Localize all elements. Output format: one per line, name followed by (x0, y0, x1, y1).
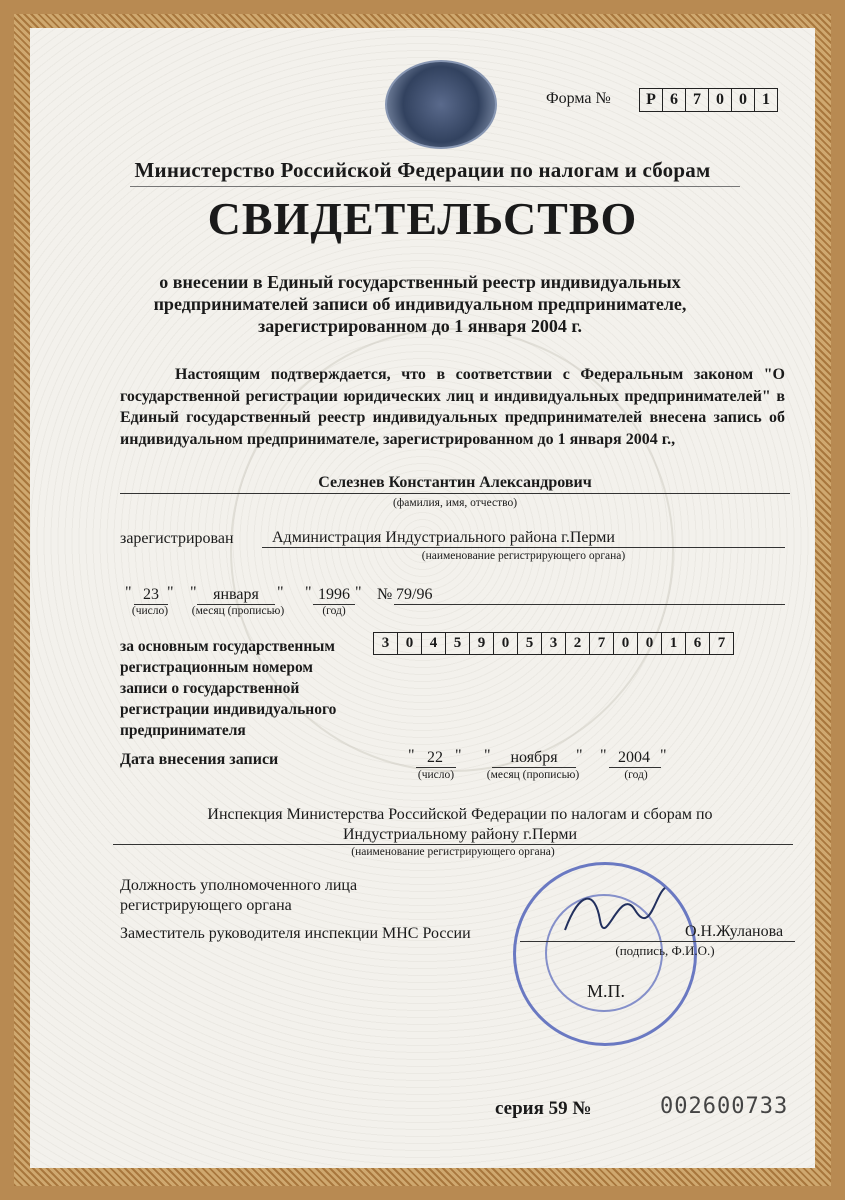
entry-day-caption: (число) (417, 769, 455, 781)
quote-mark: " (305, 584, 312, 601)
document-title: СВИДЕТЕЛЬСТВО (207, 193, 638, 244)
quote-mark: " (484, 747, 491, 764)
serial-label: серия 59 № (495, 1098, 592, 1119)
entry-month-caption: (месяц (прописью) (486, 769, 580, 781)
subtitle-line: зарегистрированном до 1 января 2004 г. (258, 316, 582, 336)
reg-number-label: № (377, 586, 393, 603)
ogrn-label-line: за основным государственным (120, 638, 335, 655)
entry-day: 22 (427, 749, 443, 766)
serial-number: 002600733 (660, 1094, 789, 1119)
document-subtitle (120, 271, 720, 337)
name-caption: (фамилия, имя, отчество) (392, 497, 518, 509)
form-label: Форма № (546, 90, 611, 107)
ogrn-digit: 5 (445, 632, 470, 655)
form-number-boxes (640, 88, 778, 112)
entry-month: ноября (510, 749, 558, 766)
seal-place-label: М.П. (587, 981, 626, 1001)
reg-number-underline (394, 604, 785, 605)
form-number-cell: 6 (662, 88, 686, 112)
inspection-line: Индустриальному району г.Перми (342, 826, 578, 843)
issuing-inspection (120, 805, 800, 845)
ogrn-label (120, 636, 370, 741)
subtitle-line: о внесении в Единый государственный реестр индивидуальных (159, 272, 681, 292)
reg-month: января (213, 586, 259, 603)
ogrn-label-line: регистрационным номером (120, 659, 313, 676)
quote-mark: " (277, 584, 284, 601)
quote-mark: " (455, 747, 462, 764)
authority-caption: (наименование регистрирующего органа) (421, 550, 626, 562)
ogrn-digit: 9 (469, 632, 494, 655)
ogrn-label-line: предпринимателя (120, 722, 246, 739)
signatory-position: Заместитель руководителя инспекции МНС России (120, 925, 471, 942)
ogrn-digit: 0 (397, 632, 422, 655)
inspection-underline (113, 844, 793, 845)
person-name: Селезнев Константин Александрович (318, 474, 592, 491)
reg-number: 79/96 (396, 586, 433, 603)
reg-year-caption: (год) (322, 605, 346, 617)
ogrn-digit: 1 (661, 632, 686, 655)
signature-underline (520, 941, 795, 942)
ogrn-label-line: регистрации индивидуального (120, 701, 337, 718)
signatory-name: О.Н.Жуланова (685, 923, 784, 940)
form-number-cell: 1 (754, 88, 778, 112)
ogrn-digit: 0 (637, 632, 662, 655)
signature-icon (560, 880, 670, 940)
ogrn-digit: 4 (421, 632, 446, 655)
registering-authority: Администрация Индустриального района г.Перми (272, 529, 615, 546)
quote-mark: " (167, 584, 174, 601)
ogrn-digit: 0 (613, 632, 638, 655)
entry-year-caption: (год) (624, 769, 648, 781)
ogrn-label-line: записи о государственной (120, 680, 300, 697)
reg-year: 1996 (318, 586, 350, 603)
ogrn-number-boxes (374, 632, 734, 655)
confirmation-paragraph: Настоящим подтверждается, что в соответствии с Федеральным законом "О государственной регистрации юридических лиц и индивидуальных предпринимателей" в Единый государственный реестр индивидуальных предпринимателей внесена запись об индивидуальном предпринимателе, зарегистрированном до 1 января 2004 г., (120, 366, 785, 448)
form-number-cell: 7 (685, 88, 709, 112)
quote-mark: " (355, 584, 362, 601)
position-label: регистрирующего органа (120, 897, 292, 914)
ogrn-digit: 2 (565, 632, 590, 655)
quote-mark: " (408, 747, 415, 764)
entry-day-underline (416, 767, 456, 768)
ogrn-digit: 7 (709, 632, 734, 655)
ogrn-digit: 3 (541, 632, 566, 655)
subtitle-line: предпринимателей записи об индивидуальном предпринимателе, (153, 294, 687, 314)
quote-mark: " (576, 747, 583, 764)
inspection-line: Инспекция Министерства Российской Федерации по налогам и сборам по (207, 806, 713, 823)
entry-date-label: Дата внесения записи (120, 751, 279, 768)
quote-mark: " (190, 584, 197, 601)
reg-month-caption: (месяц (прописью) (191, 605, 285, 617)
entry-month-underline (492, 767, 576, 768)
form-number-cell: Р (639, 88, 663, 112)
entry-year: 2004 (618, 749, 650, 766)
ogrn-digit: 6 (685, 632, 710, 655)
inspection-caption: (наименование регистрирующего органа) (351, 846, 555, 858)
ministry-underline (130, 186, 740, 187)
ministry-name: Министерство Российской Федерации по налогам и сборам (134, 158, 711, 182)
name-underline (120, 493, 790, 494)
reg-day-caption: (число) (131, 605, 169, 617)
quote-mark: " (660, 747, 667, 764)
reg-day: 23 (143, 586, 159, 603)
entry-year-underline (609, 767, 661, 768)
ogrn-digit: 0 (493, 632, 518, 655)
form-number-cell: 0 (731, 88, 755, 112)
registered-label: зарегистрирован (120, 530, 234, 547)
hologram-sticker (385, 60, 497, 149)
authority-underline (262, 547, 785, 548)
ogrn-digit: 7 (589, 632, 614, 655)
ogrn-digit: 3 (373, 632, 398, 655)
quote-mark: " (125, 584, 132, 601)
form-number-cell: 0 (708, 88, 732, 112)
quote-mark: " (600, 747, 607, 764)
signature-caption: (подпись, Ф.И.О.) (615, 943, 715, 958)
ogrn-digit: 5 (517, 632, 542, 655)
position-label: Должность уполномоченного лица (120, 877, 358, 894)
